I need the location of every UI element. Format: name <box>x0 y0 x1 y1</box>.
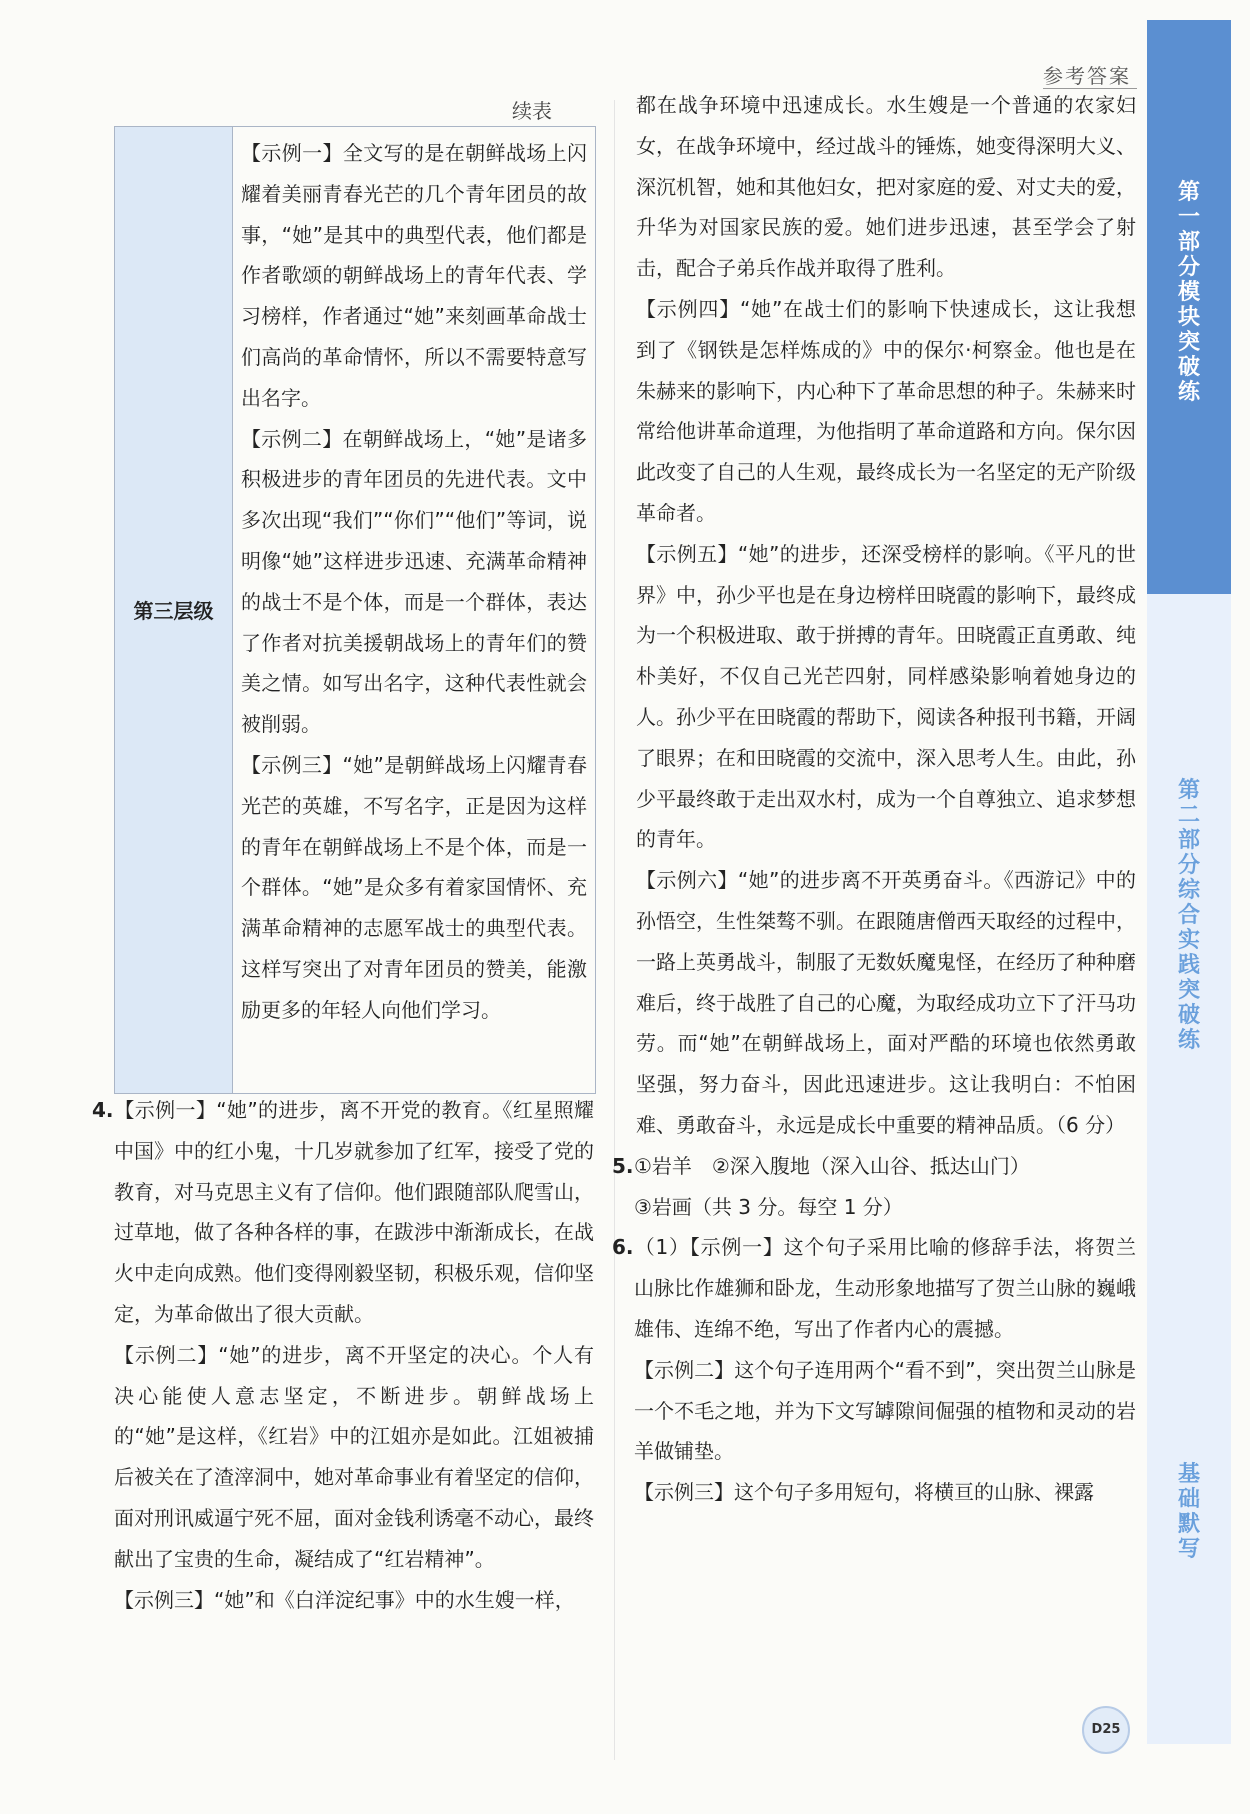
table-level-cell <box>115 127 233 1093</box>
header-label: 参考答案 <box>1043 64 1131 88</box>
level-label: 第三层级 <box>133 599 214 623</box>
q4-example-5: 【示例五】“她”的进步，还深受榜样的影响。《平凡的世界》中，孙少平也是在身边榜样田晓霞的影响下，最终成为一个积极进取、敢于拼搏的青年。田晓霞正直勇敢、纯朴美好，不仅自己光芒四射，同样感染影响着她身边的人。孙少平在田晓霞的帮助下，阅读各种报刊书籍，开阔了眼界；在和田晓霞的交流中，深入思考人生。由此，孙少平最终敢于走出双水村，成为一个自尊独立、追求梦想的青年。 <box>636 541 1136 852</box>
answer-table <box>114 126 596 1094</box>
q5-number: 5. <box>612 1153 634 1178</box>
page-number-badge: D25 <box>1082 1706 1130 1754</box>
q5-line-2: ③岩画（共 3 分。每空 1 分） <box>634 1194 903 1219</box>
table-example-3: 【示例三】“她”是朝鲜战场上闪耀青春光芒的英雄，不写名字，正是因为这样的青年在朝鲜战场上不是个体，而是一个群体。“她”是众多有着家国情怀、充满革命精神的志愿军战士的典型代表。这样写突出了对青年团员的赞美，能激励更多的年轻人向他们学习。 <box>241 752 587 1022</box>
table-example-2: 【示例二】在朝鲜战场上，“她”是诸多积极进步的青年团员的先进代表。文中多次出现“我们”“你们”“他们”等词，说明像“她”这样进步迅速、充满革命精神的战士不是个体，而是一个群体，表达了作者对抗美援朝战场上的青年们的赞美之情。如写出名字，这种代表性就会被削弱。 <box>241 426 587 737</box>
question-5 <box>612 1146 1136 1228</box>
q4-example-1: 4.【示例一】“她”的进步，离不开党的教育。《红星照耀中国》中的红小鬼，十几岁就参加了红军，接受了党的教育，对马克思主义有了信仰。他们跟随部队爬雪山，过草地，做了各种各样的事，在跋涉中渐渐成长，在战火中走向成熟。他们变得刚毅坚韧，积极乐观，信仰坚定，为革命做出了很大贡献。 <box>92 1090 594 1335</box>
table-content-cell <box>241 133 587 1031</box>
q4-example-3-start: 【示例三】“她”和《白洋淀纪事》中的水生嫂一样， <box>114 1587 575 1612</box>
table-caption: 续表 <box>512 99 552 123</box>
q4-number: 4. <box>92 1098 114 1122</box>
side-tab-part3[interactable]: 基础默写 <box>1177 1462 1200 1562</box>
side-tab-part1[interactable] <box>1147 20 1231 594</box>
question-6 <box>612 1227 1136 1513</box>
side-tab-part2[interactable]: 第二部分 综合实践突破练 <box>1177 778 1200 1053</box>
q4-example-6: 【示例六】“她”的进步离不开英勇奋斗。《西游记》中的孙悟空，生性桀骜不驯。在跟随唐僧西天取经的过程中，一路上英勇战斗，制服了无数妖魔鬼怪，在经历了种种磨难后，终于战胜了自己的心魔，为取经成功立下了汗马功劳。而“她”在朝鲜战场上，面对严酷的环境也依然勇敢坚强，努力奋斗，因此迅速进步。这让我明白：不怕困难、勇敢奋斗，永远是成长中重要的精神品质。（6 分） <box>636 868 1136 1137</box>
q5-line-1: ①岩羊 ②深入腹地（深入山谷、抵达山门） <box>634 1153 1030 1178</box>
q6-number: 6. <box>612 1235 634 1260</box>
q4-example-2: 【示例二】“她”的进步，离不开坚定的决心。个人有决心能使人意志坚定，不断进步。朝鲜战场上的“她”是这样，《红岩》中的江姐亦是如此。江姐被捕后被关在了渣滓洞中，她对革命事业有着坚定的信仰，面对刑讯威逼宁死不屈，面对金钱利诱毫不动心，最终献出了宝贵的生命，凝结成了“红岩精神”。 <box>114 1342 594 1571</box>
left-column <box>92 1090 594 1620</box>
table-example-1: 【示例一】全文写的是在朝鲜战场上闪耀着美丽青春光芒的几个青年团员的故事，“她”是其中的典型代表，他们都是作者歌颂的朝鲜战场上的青年代表、学习榜样，作者通过“她”来刻画革命战士们高尚的革命情怀，所以不需要特意写出名字。 <box>241 141 587 410</box>
q6-example-1: （1）【示例一】这个句子采用比喻的修辞手法，将贺兰山脉比作雄狮和卧龙，生动形象地描写了贺兰山脉的巍峨雄伟、连绵不绝，写出了作者内心的震撼。 <box>634 1235 1136 1341</box>
q4-example-4: 【示例四】“她”在战士们的影响下快速成长，这让我想到了《钢铁是怎样炼成的》中的保尔·柯察金。他也是在朱赫来的影响下，内心种下了革命思想的种子。朱赫来时常给他讲革命道理，为他指明了革命道路和方向。保尔因此改变了自己的人生观，最终成长为一名坚定的无产阶级革命者。 <box>636 296 1136 525</box>
q6-example-3: 【示例三】这个句子多用短句，将横亘的山脉、裸露 <box>634 1480 1094 1505</box>
q6-example-2: 【示例二】这个句子连用两个“看不到”，突出贺兰山脉是一个不毛之地，并为下文写罅隙间倔强的植物和灵动的岩羊做铺垫。 <box>634 1357 1136 1464</box>
q4-example-3-cont: 都在战争环境中迅速成长。水生嫂是一个普通的农家妇女，在战争环境中，经过战斗的锤炼，她变得深明大义、深沉机智，她和其他妇女，把对家庭的爱、对丈夫的爱，升华为对国家民族的爱。她们进步迅速，甚至学会了射击，配合子弟兵作战并取得了胜利。 <box>636 93 1136 281</box>
side-tab-rail <box>1147 594 1231 1744</box>
right-column <box>612 85 1136 1513</box>
side-tab-part1-label: 第一部分 模块突破练 <box>1177 180 1200 405</box>
